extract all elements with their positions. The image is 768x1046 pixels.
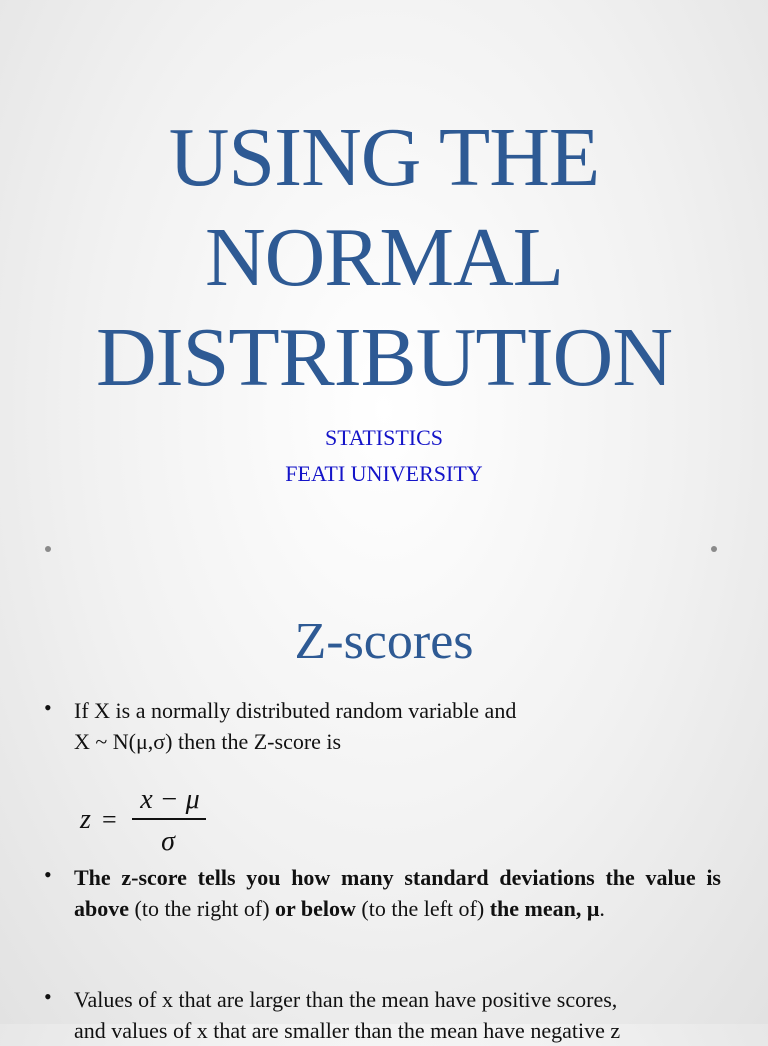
bullet-3-line-2: and values of x that are smaller than the mean have negative z: [74, 1018, 621, 1043]
bullet-2-normal-1: (to the right of): [129, 896, 276, 921]
bullet-2-bold-2: or below: [275, 896, 356, 921]
bullet-2-end: .: [599, 896, 605, 921]
bullet-3-line-1: Values of x that are larger than the mean have positive scores,: [74, 987, 618, 1012]
slide-title: [0, 108, 768, 408]
title-slide: [0, 0, 768, 520]
bullet-text-2: [74, 862, 721, 924]
title-line-1: USING THE: [168, 111, 600, 204]
title-line-3: DISTRIBUTION: [96, 311, 672, 404]
zscores-slide: [0, 560, 768, 1043]
bullet-marker: •: [44, 984, 52, 1009]
bullet-2-normal-2: (to the left of): [355, 896, 490, 921]
formula-numerator: x − μ: [140, 784, 200, 815]
formula-equals: =: [102, 805, 117, 834]
zscores-title: Z-scores: [294, 613, 474, 670]
carousel-dot-right: [711, 546, 717, 552]
bullet-1-line-2: X ~ N(μ,σ) then the Z-score is: [74, 729, 342, 754]
slide-subtitle: [0, 420, 768, 492]
title-line-2: NORMAL: [204, 211, 563, 304]
bullet-1-line-1: If X is a normally distributed random variable and: [74, 698, 517, 723]
zscore-formula: [78, 782, 218, 858]
bullet-2-bold-3: the mean, μ: [489, 896, 600, 921]
subtitle-line-1: STATISTICS: [324, 425, 444, 450]
bullet-marker: •: [44, 862, 52, 887]
formula-lhs: z: [80, 804, 91, 835]
formula-denominator: σ: [161, 826, 175, 857]
bullet-2-bold-1: The z-score tells you how many standard deviations the value is above: [74, 865, 721, 921]
carousel-dot-left: [45, 546, 51, 552]
bullet-text-3: [74, 984, 734, 1046]
bullet-text-1: [74, 695, 721, 757]
subtitle-line-2: FEATI UNIVERSITY: [285, 461, 483, 486]
bullet-marker: •: [44, 695, 52, 720]
